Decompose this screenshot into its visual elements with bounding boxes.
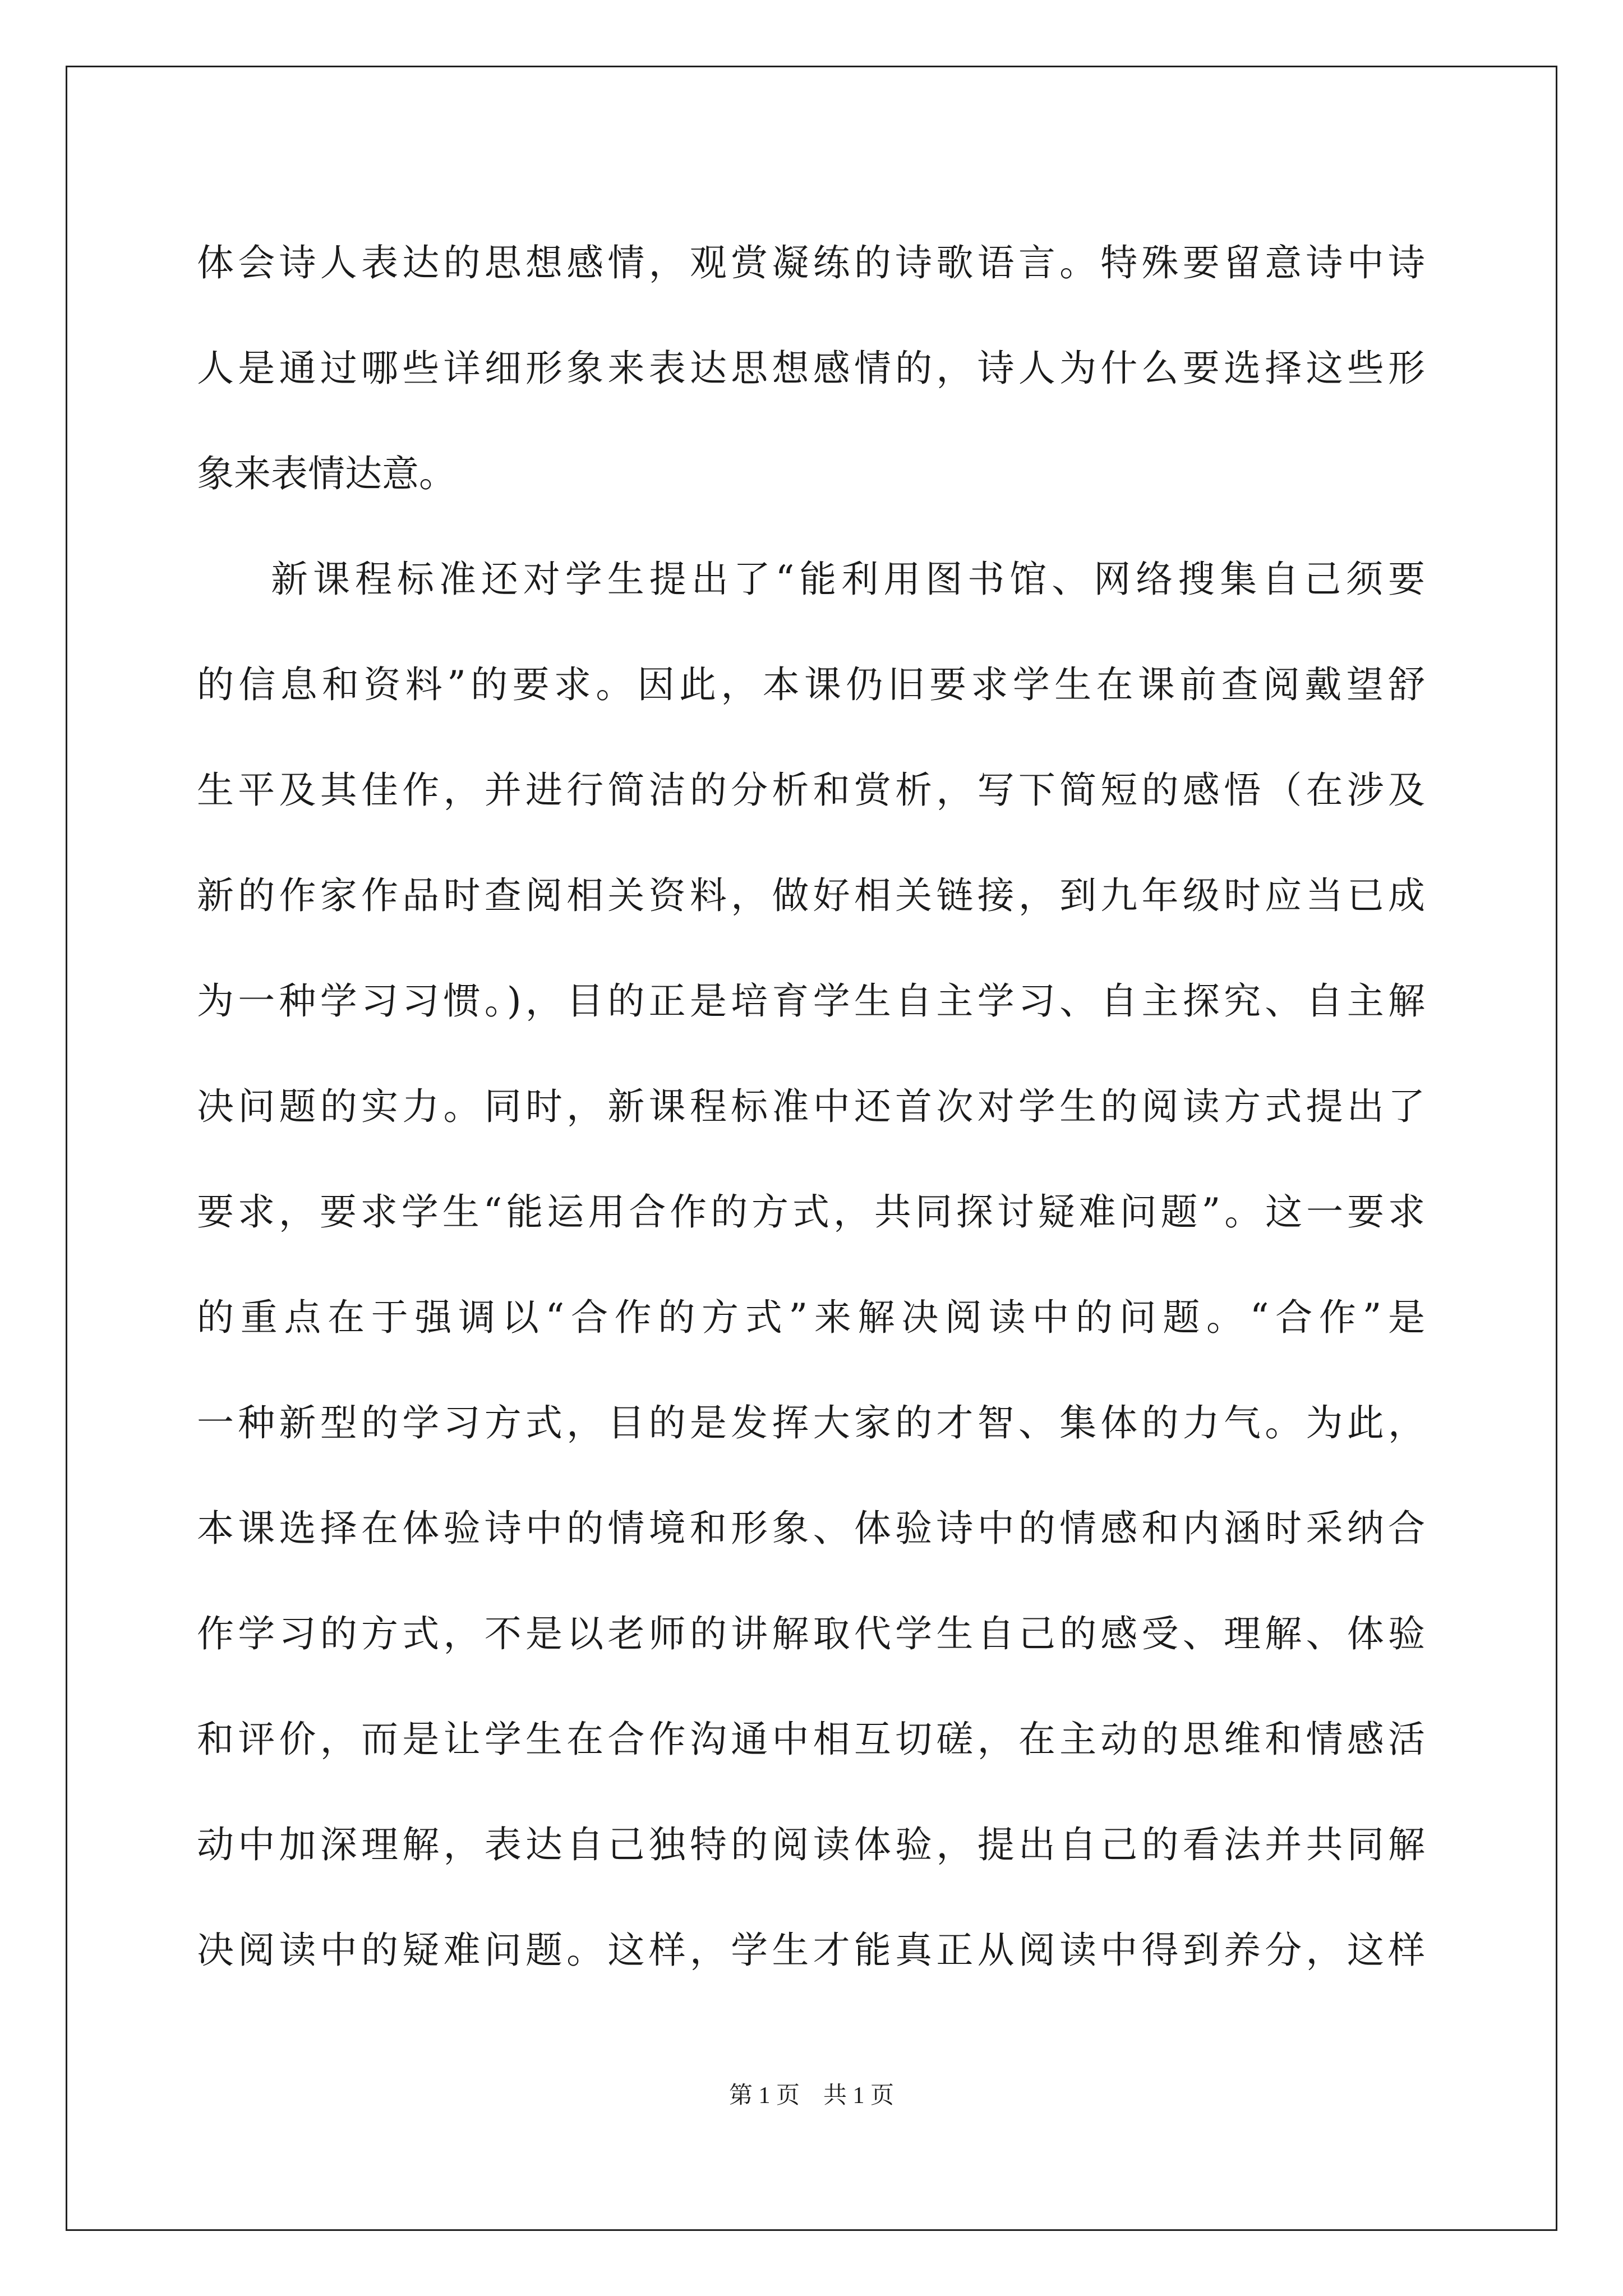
text-line: 动中加深理解，表达自己独特的阅读体验，提出自己的看法并共同解	[197, 1823, 1425, 1866]
document-body	[197, 210, 1425, 2003]
text-line: 的信息和资料”的要求。因此，本课仍旧要求学生在课前查阅戴望舒	[197, 663, 1425, 706]
text-line: 为一种学习习惯。)，目的正是培育学生自主学习、自主探究、自主解	[197, 979, 1425, 1023]
text-line: 人是通过哪些详细形象来表达思想感情的，诗人为什么要选择这些形	[197, 347, 1425, 390]
text-line: 一种新型的学习方式，目的是发挥大家的才智、集体的力气。为此，	[197, 1401, 1425, 1444]
text-line: 和评价，而是让学生在合作沟通中相互切磋，在主动的思维和情感活	[197, 1718, 1425, 1761]
text-line: 体会诗人表达的思想感情，观赏凝练的诗歌语言。特殊要留意诗中诗	[197, 241, 1425, 284]
text-line: 本课选择在体验诗中的情境和形象、体验诗中的情感和内涵时采纳合	[197, 1507, 1425, 1550]
text-line: 生平及其佳作，并进行简洁的分析和赏析，写下简短的感悟（在涉及	[197, 769, 1425, 812]
page-number-footer: 第 1 页 共 1 页	[728, 2083, 894, 2109]
text-line: 作学习的方式，不是以老师的讲解取代学生自己的感受、理解、体验	[197, 1612, 1425, 1655]
text-line: 象来表情达意。	[197, 452, 456, 495]
text-line: 要求，要求学生“能运用合作的方式，共同探讨疑难问题”。这一要求	[197, 1190, 1425, 1234]
text-line: 新的作家作品时查阅相关资料，做好相关链接，到九年级时应当已成	[197, 874, 1425, 917]
paragraph-start-line: 新课程标准还对学生提出了“能利用图书馆、网络搜集自己须要	[271, 558, 1425, 601]
text-line: 的重点在于强调以“合作的方式”来解决阅读中的问题。“合作”是	[197, 1296, 1425, 1339]
text-line: 决问题的实力。同时，新课程标准中还首次对学生的阅读方式提出了	[197, 1085, 1425, 1128]
text-line: 决阅读中的疑难问题。这样，学生才能真正从阅读中得到养分，这样	[197, 1929, 1425, 1972]
